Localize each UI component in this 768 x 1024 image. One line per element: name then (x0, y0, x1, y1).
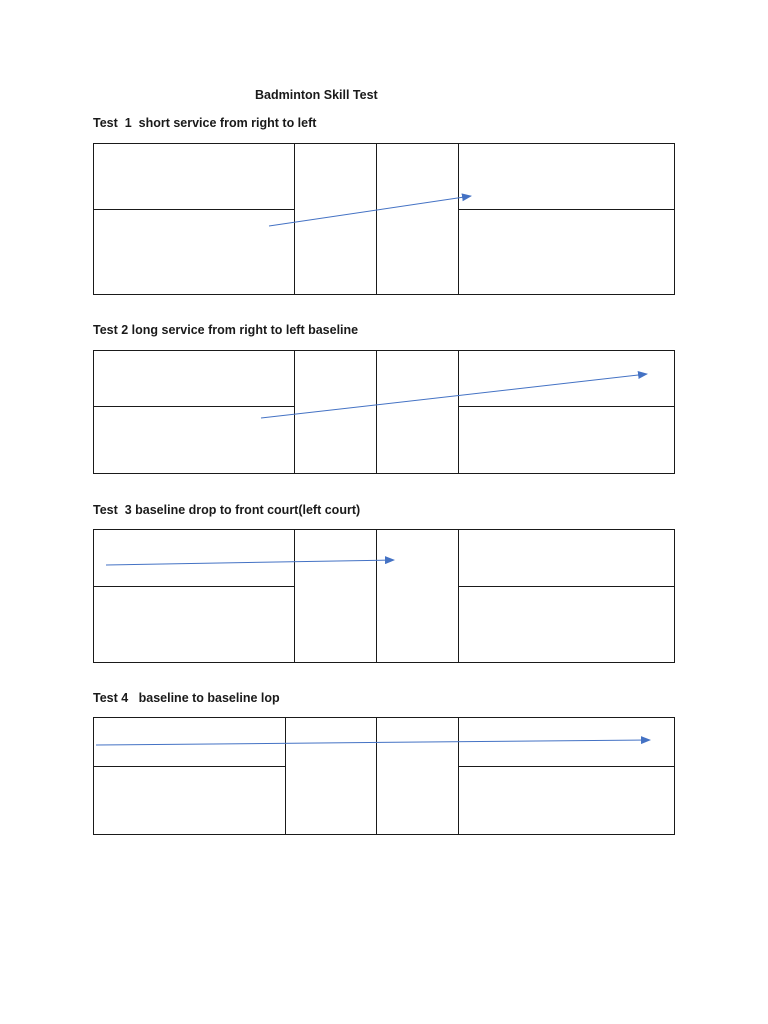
court-outline (94, 718, 675, 835)
test-4-label: Test 4 baseline to baseline lop (93, 691, 280, 705)
test-3-court (94, 530, 675, 663)
test-1-shot-arrow (269, 196, 471, 226)
test-4-court (94, 718, 675, 835)
test-1-court (94, 144, 675, 295)
page-title: Badminton Skill Test (255, 88, 378, 102)
test-2-label: Test 2 long service from right to left baseline (93, 323, 359, 337)
test-3-shot-arrow (106, 560, 394, 565)
court-outline (94, 530, 675, 663)
test-4-shot-arrow (96, 740, 650, 745)
test-2-court (94, 351, 675, 474)
test-3-label: Test 3 baseline drop to front court(left court) (93, 503, 361, 517)
court-outline (94, 351, 675, 474)
test-2-shot-arrow (261, 374, 647, 418)
test-1-label: Test 1 short service from right to left (93, 116, 317, 130)
court-outline (94, 144, 675, 295)
